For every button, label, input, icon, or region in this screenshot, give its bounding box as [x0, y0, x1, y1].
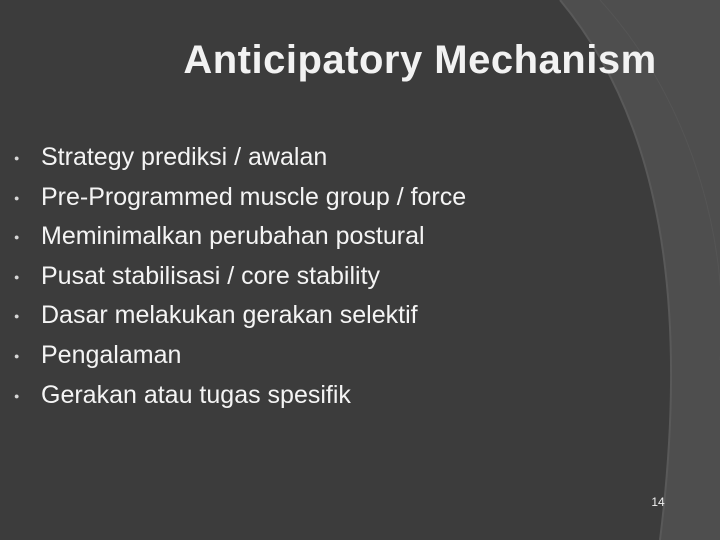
bullet-text: Pre-Programmed muscle group / force [41, 182, 467, 211]
bullet-icon: ● [14, 271, 20, 282]
bullet-text: Strategy prediksi / awalan [41, 143, 328, 171]
bullet-icon: ● [14, 311, 20, 322]
bullet-text: Meminimalkan perubahan postural [41, 222, 425, 251]
page-number: 14 [651, 495, 665, 509]
bullet-text: Dasar melakukan gerakan selektif [41, 301, 418, 330]
bullet-icon: ● [14, 192, 20, 203]
bullet-icon: ● [14, 232, 20, 243]
bullet-text: Pengalaman [41, 340, 182, 369]
bullet-icon: ● [14, 350, 20, 361]
bullet-icon: ● [14, 390, 20, 401]
bullet-text: Pusat stabilisasi / core stability [41, 261, 381, 290]
slide-title: Anticipatory Mechanism [183, 38, 657, 82]
bullet-text: Gerakan atau tugas spesifik [41, 380, 351, 409]
bullet-icon: ● [14, 153, 20, 163]
